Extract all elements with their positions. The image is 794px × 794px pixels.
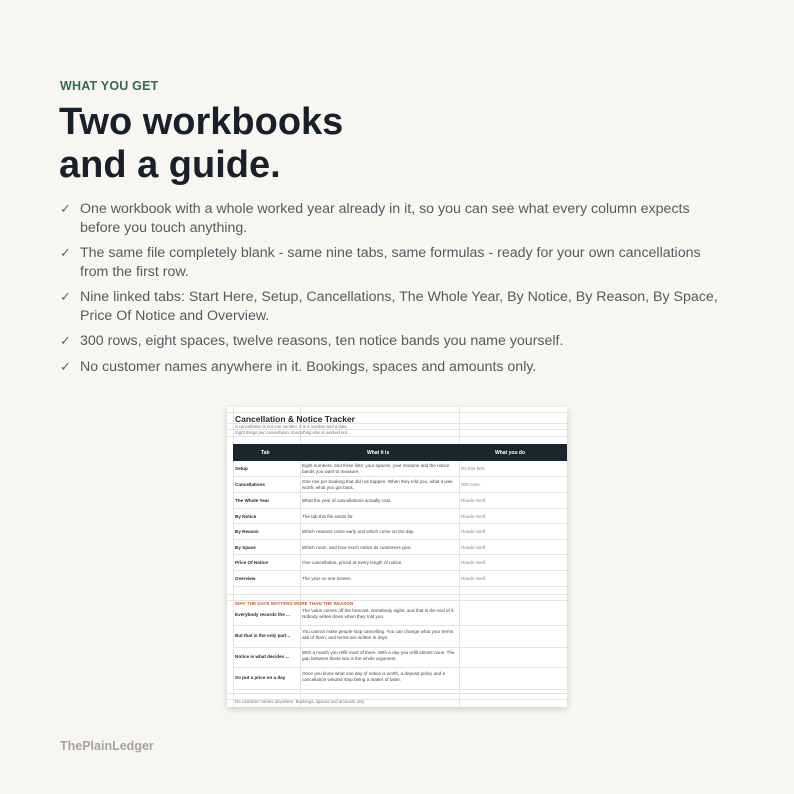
note-label: But that is the only part... — [235, 633, 291, 638]
row-tab: Cancellations — [235, 482, 265, 487]
row-tab: Price Of Notice — [235, 560, 268, 565]
table-row — [233, 555, 567, 571]
section-label: WHY THE DATE MATTERS MORE THAN THE REASON — [235, 601, 354, 606]
feature-text: No customer names anywhere in it. Bookings, spaces and amounts only. — [80, 358, 537, 375]
table-row — [233, 461, 567, 477]
sheet-subtitle: A cancellation is not one number. It is a number and a date. — [235, 424, 348, 429]
sheet-subtitle-2: Eight things per cancellation. Everything else is worked out. — [235, 430, 349, 435]
sheet-title: Cancellation & Notice Tracker — [235, 414, 355, 424]
note-row — [233, 668, 567, 690]
note-text: You cannot make people stop cancelling. You can change what your terms ask of them, and terms are written in days. — [302, 629, 454, 640]
row-tab: By Notice — [235, 514, 257, 519]
note-label: So put a price on a day — [235, 675, 286, 680]
row-what: One cancellation, priced at every length of notice. — [302, 560, 403, 565]
grid-line — [227, 436, 567, 437]
feature-text: 300 rows, eight spaces, twelve reasons, ten notice bands you name yourself. — [80, 333, 564, 349]
table-row — [233, 540, 567, 555]
table-row — [233, 493, 567, 509]
row-tab: By Space — [235, 545, 256, 550]
headline — [59, 101, 559, 187]
grid-line — [227, 412, 567, 413]
row-what: What the year of cancellations actually cost. — [302, 498, 392, 503]
header-do: What you do — [495, 450, 525, 456]
check-icon: ✓ — [60, 333, 71, 348]
note-text: With a month you refill most of them. With a day you refill almost none. The gap between those two is the whole argument. — [302, 650, 455, 661]
note-text: Once you know what one day of notice is worth, a deposit policy and a cancellation window stop being a matter of taste. — [302, 671, 446, 682]
row-what: Which room, and how much notice its customers give. — [302, 545, 412, 550]
row-what: One row per booking that did not happen. When they told you, what it was worth, what you got back. — [302, 479, 453, 490]
check-icon: ✓ — [60, 289, 71, 304]
feature-item — [60, 200, 730, 237]
row-what: The tab this file exists for. — [302, 514, 354, 519]
feature-item — [60, 358, 730, 377]
note-row — [233, 606, 567, 626]
row-what: The year on one screen. — [302, 576, 352, 581]
row-do: Reads itself. — [461, 560, 487, 565]
row-do: Reads itself. — [461, 529, 487, 534]
note-row — [233, 626, 567, 648]
check-icon: ✓ — [60, 245, 71, 260]
eyebrow: WHAT YOU GET — [60, 79, 159, 93]
note-label: Everybody records the ... — [235, 612, 290, 617]
table-row — [233, 524, 567, 540]
grid-line — [227, 693, 567, 694]
spreadsheet-preview — [227, 407, 567, 707]
headline-line-2: and a guide. — [59, 144, 281, 186]
note-label: Notice is what decides ... — [235, 654, 290, 659]
row-tab: Setup — [235, 466, 248, 471]
row-do: Do this first. — [461, 466, 486, 471]
feature-item — [60, 244, 730, 281]
row-do: Reads itself. — [461, 498, 487, 503]
row-do: Reads itself. — [461, 514, 487, 519]
check-icon: ✓ — [60, 358, 71, 374]
brand-name: ThePlainLedger — [60, 739, 154, 753]
header-tab: Tab — [261, 450, 270, 456]
feature-list — [60, 200, 730, 383]
feature-text: The same file completely blank - same nine tabs, same formulas - ready for your own cancellations from the first row. — [80, 245, 701, 280]
row-what: Eight numbers, and three lists: your spaces, your reasons and the notice bands you want to measure. — [302, 463, 450, 474]
note-row — [233, 648, 567, 668]
note-text: The value comes off the forecast, somebody sighs, and that is the end of it. Nobody writes down when they told you. — [302, 608, 455, 619]
headline-line-1: Two workbooks — [59, 101, 344, 143]
row-tab: By Reason — [235, 529, 259, 534]
check-icon: ✓ — [60, 201, 71, 216]
row-what: Which reasons come early and which come on the day. — [302, 529, 415, 534]
row-tab: The Whole Year — [235, 498, 270, 503]
table-row — [233, 571, 567, 587]
table-row — [233, 509, 567, 524]
feature-text: Nine linked tabs: Start Here, Setup, Cancellations, The Whole Year, By Notice, By Reason, By Space, Price Of Notice and Overview. — [80, 289, 718, 324]
sheet-footer: No customer names anywhere. Bookings, spaces and amounts only. — [235, 699, 366, 704]
row-do: Reads itself. — [461, 576, 487, 581]
table-row — [233, 477, 567, 493]
header-what: What it is — [367, 450, 390, 456]
feature-item — [60, 332, 730, 351]
row-tab: Overview — [235, 576, 256, 581]
feature-text: One workbook with a whole worked year already in it, so you can see what every column expects before you touch anything. — [80, 201, 690, 236]
feature-item — [60, 288, 730, 325]
row-do: Reads itself. — [461, 545, 487, 550]
row-do: 300 rows. — [461, 482, 481, 487]
grid-line — [227, 594, 567, 595]
table-header — [233, 444, 567, 461]
